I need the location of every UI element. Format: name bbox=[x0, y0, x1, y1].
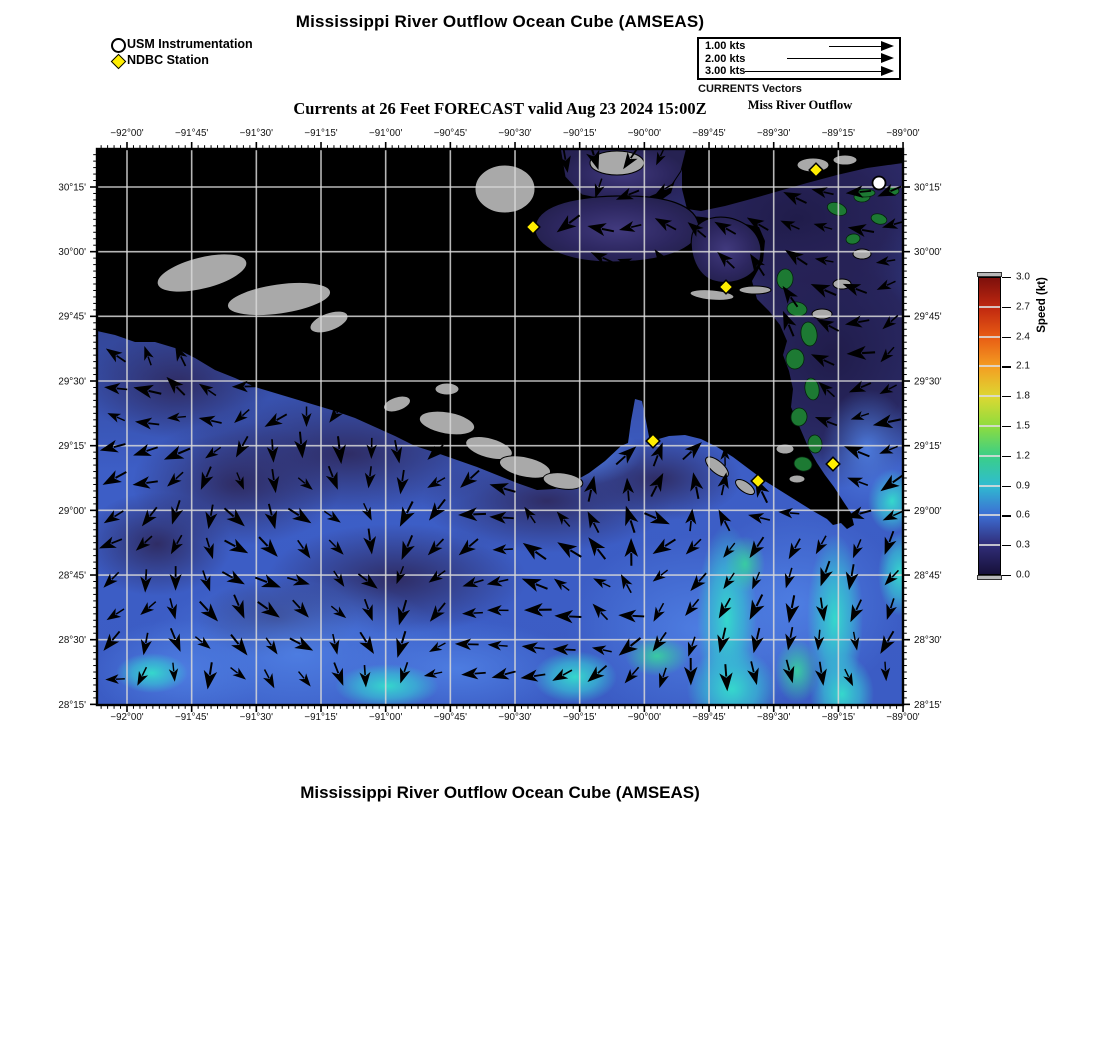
svg-text:−91°45': −91°45' bbox=[175, 712, 209, 723]
svg-text:−92°00': −92°00' bbox=[110, 128, 144, 139]
vector-label-2: 2.00 kts bbox=[705, 52, 746, 65]
colorbar-tick bbox=[1002, 366, 1011, 367]
svg-text:30°15': 30°15' bbox=[914, 182, 942, 194]
colorbar-tick bbox=[1002, 426, 1011, 427]
colorbar-tick bbox=[1002, 575, 1011, 576]
colorbar-tick bbox=[1002, 545, 1011, 546]
vector-row-3 bbox=[703, 65, 895, 78]
colorbar-endcap bbox=[977, 575, 1002, 580]
colorbar-tick-label: 1.8 bbox=[1016, 390, 1030, 402]
svg-text:−89°15': −89°15' bbox=[821, 712, 856, 723]
arrow-right-icon bbox=[881, 53, 894, 63]
vector-row-2 bbox=[703, 53, 895, 66]
svg-text:−91°00': −91°00' bbox=[369, 128, 403, 139]
svg-text:29°15': 29°15' bbox=[914, 441, 942, 453]
colorbar-tick-label: 2.7 bbox=[1016, 301, 1030, 313]
figure-title: Mississippi River Outflow Ocean Cube (AMSEAS) bbox=[295, 12, 705, 31]
currents-map bbox=[55, 123, 945, 735]
colorbar-gridline bbox=[979, 455, 1000, 457]
map-plot bbox=[55, 123, 945, 735]
colorbar-tick bbox=[1002, 337, 1011, 338]
svg-text:−91°30': −91°30' bbox=[239, 128, 273, 139]
usm-circle-icon bbox=[110, 36, 127, 52]
svg-text:−89°30': −89°30' bbox=[757, 128, 791, 139]
colorbar-tick bbox=[1002, 396, 1011, 397]
svg-text:−89°15': −89°15' bbox=[821, 128, 856, 139]
legend-row-ndbc bbox=[110, 52, 253, 68]
svg-text:−90°45': −90°45' bbox=[433, 128, 468, 139]
colorbar-tick-label: 0.9 bbox=[1016, 480, 1030, 492]
vector-tail-1 bbox=[829, 46, 881, 47]
station-legend bbox=[110, 36, 253, 68]
colorbar-tick-label: 0.0 bbox=[1016, 569, 1030, 581]
vector-row-1 bbox=[703, 40, 895, 53]
svg-text:29°45': 29°45' bbox=[58, 311, 86, 323]
colorbar-title: Speed (kt) bbox=[1036, 277, 1048, 333]
colorbar-tick bbox=[1002, 486, 1011, 487]
svg-text:28°30': 28°30' bbox=[914, 635, 942, 647]
colorbar-gridline bbox=[979, 425, 1000, 427]
colorbar-tick-label: 3.0 bbox=[1016, 271, 1030, 283]
colorbar-gridline bbox=[979, 395, 1000, 397]
svg-text:−89°00': −89°00' bbox=[886, 712, 920, 723]
svg-text:−89°30': −89°30' bbox=[757, 712, 791, 723]
svg-text:−91°15': −91°15' bbox=[304, 712, 338, 723]
svg-text:−90°00': −90°00' bbox=[627, 712, 662, 723]
colorbar-tick bbox=[1002, 307, 1011, 308]
vector-tail-3 bbox=[745, 71, 881, 72]
usm-station-marker bbox=[873, 177, 886, 190]
svg-text:−91°45': −91°45' bbox=[175, 128, 209, 139]
svg-text:30°00': 30°00' bbox=[58, 247, 86, 259]
colorbar-tick-label: 0.6 bbox=[1016, 509, 1030, 521]
colorbar-gridline bbox=[979, 306, 1000, 308]
svg-text:28°45': 28°45' bbox=[58, 570, 86, 582]
legend-label-usm: USM Instrumentation bbox=[127, 37, 253, 51]
svg-text:−89°45': −89°45' bbox=[692, 712, 726, 723]
svg-text:29°00': 29°00' bbox=[914, 505, 942, 517]
svg-text:30°15': 30°15' bbox=[58, 182, 86, 194]
svg-text:28°45': 28°45' bbox=[914, 570, 942, 582]
svg-text:−89°00': −89°00' bbox=[886, 128, 920, 139]
vector-tail-2 bbox=[787, 58, 881, 59]
svg-text:29°00': 29°00' bbox=[58, 505, 86, 517]
colorbar-gridline bbox=[979, 336, 1000, 338]
svg-text:28°15': 28°15' bbox=[914, 699, 942, 711]
colorbar-tick-label: 0.3 bbox=[1016, 539, 1030, 551]
svg-text:−90°30': −90°30' bbox=[498, 712, 532, 723]
map-subtitle: Currents at 26 Feet FORECAST valid Aug 23 2024 15:00Z bbox=[293, 99, 707, 118]
colorbar-tick-label: 1.2 bbox=[1016, 450, 1030, 462]
figure-title-bottom: Mississippi River Outflow Ocean Cube (AMSEAS) bbox=[300, 783, 700, 802]
svg-text:−92°00': −92°00' bbox=[110, 712, 144, 723]
svg-text:−90°45': −90°45' bbox=[433, 712, 468, 723]
svg-text:29°30': 29°30' bbox=[58, 376, 86, 388]
svg-text:−91°15': −91°15' bbox=[304, 128, 338, 139]
colorbar-tick bbox=[1002, 277, 1011, 278]
vector-scale-legend bbox=[697, 37, 901, 80]
svg-text:−90°15': −90°15' bbox=[563, 712, 597, 723]
colorbar-endcap bbox=[977, 272, 1002, 277]
legend-row-usm bbox=[110, 36, 253, 52]
svg-text:28°30': 28°30' bbox=[58, 635, 86, 647]
colorbar-tick-label: 2.4 bbox=[1016, 331, 1030, 343]
ndbc-diamond-icon bbox=[110, 52, 127, 68]
arrow-right-icon bbox=[881, 41, 894, 51]
svg-text:−90°15': −90°15' bbox=[563, 128, 597, 139]
vector-label-1: 1.00 kts bbox=[705, 40, 746, 52]
vector-legend-caption: CURRENTS Vectors bbox=[698, 83, 802, 95]
svg-text:−91°00': −91°00' bbox=[369, 712, 403, 723]
svg-text:29°30': 29°30' bbox=[914, 376, 942, 388]
colorbar-gridline bbox=[979, 365, 1000, 367]
svg-text:28°15': 28°15' bbox=[58, 699, 86, 711]
svg-text:30°00': 30°00' bbox=[914, 247, 942, 259]
colorbar-gridline bbox=[979, 544, 1000, 546]
svg-text:−89°45': −89°45' bbox=[692, 128, 726, 139]
svg-text:29°15': 29°15' bbox=[58, 441, 86, 453]
svg-text:−91°30': −91°30' bbox=[239, 712, 273, 723]
colorbar-gridline bbox=[979, 514, 1000, 516]
vector-label-3: 3.00 kts bbox=[705, 65, 746, 77]
svg-text:29°45': 29°45' bbox=[914, 311, 942, 323]
arrow-right-icon bbox=[881, 66, 894, 76]
colorbar-tick bbox=[1002, 515, 1011, 516]
colorbar-tick bbox=[1002, 456, 1011, 457]
legend-label-ndbc: NDBC Station bbox=[127, 53, 209, 67]
colorbar-gridline bbox=[979, 485, 1000, 487]
svg-text:−90°00': −90°00' bbox=[627, 128, 662, 139]
svg-text:−90°30': −90°30' bbox=[498, 128, 532, 139]
region-label: Miss River Outflow bbox=[747, 98, 853, 112]
colorbar-tick-label: 1.5 bbox=[1016, 420, 1030, 432]
colorbar-tick-label: 2.1 bbox=[1016, 360, 1030, 372]
